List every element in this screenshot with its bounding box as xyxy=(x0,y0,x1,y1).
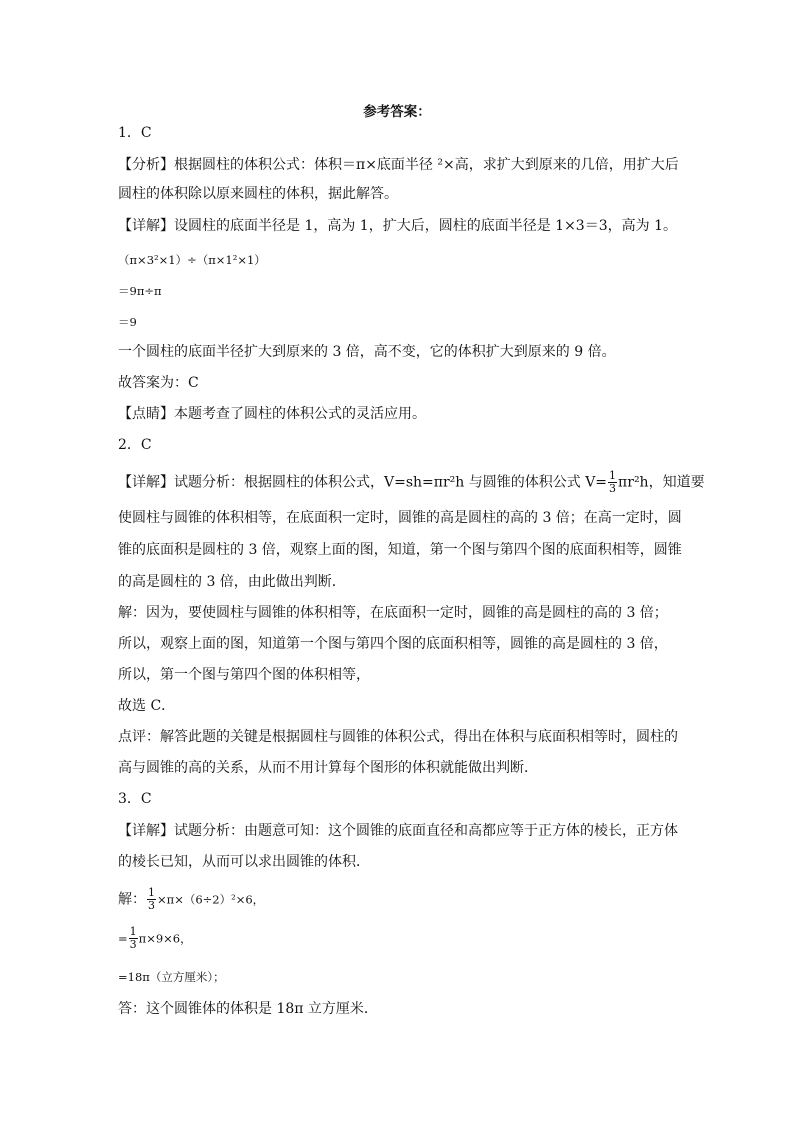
q2-detail-line-2: 使圆柱与圆锥的体积相等，在底面积一定时，圆锥的高是圆柱的高的 3 倍；在高一定时，圆 xyxy=(118,510,682,526)
q3-final-answer: 答：这个圆锥体的体积是 18π 立方厘米． xyxy=(118,1001,378,1017)
fraction-denominator: 3 xyxy=(609,482,617,495)
fraction-numerator: 1 xyxy=(609,469,617,482)
q1-analysis-line-1: 【分析】根据圆柱的体积公式：体积＝π×底面半径 ²×高，求扩大到原来的几倍，用扩大后 xyxy=(118,157,679,173)
q2-detail-line-1 xyxy=(118,470,705,495)
fraction-numerator: 1 xyxy=(129,925,137,938)
one-third-fraction xyxy=(147,887,156,912)
q1-answer: 故答案为：C xyxy=(118,375,199,391)
q2-detail-text-a: 【详解】试题分析：根据圆柱的体积公式，V=sh=πr²h 与圆锥的体积公式 V= xyxy=(118,474,608,491)
q1-calc-line-1: （π×3²×1）÷（π×1²×1） xyxy=(118,253,266,267)
q2-review-line-1: 点评：解答此题的关键是根据圆柱与圆锥的体积公式，得出在体积与底面积相等时，圆柱的 xyxy=(118,729,678,745)
page-title: 参考答案： xyxy=(363,104,431,120)
q3-step2-expression: π×9×6， xyxy=(138,931,192,946)
q1-number: 1．C xyxy=(118,125,152,141)
q3-solution-line-1 xyxy=(118,887,264,912)
q2-detail-text-b: πr²h，知道要 xyxy=(618,474,705,491)
q3-step2-prefix: = xyxy=(118,931,128,946)
q3-detail-line-1: 【详解】试题分析：由题意可知：这个圆锥的底面直径和高都应等于正方体的棱长，正方体 xyxy=(118,823,678,839)
q1-calc-line-2: ＝9π÷π xyxy=(118,284,162,298)
q3-solution-line-2 xyxy=(118,926,192,951)
one-third-fraction xyxy=(608,470,617,495)
q1-analysis-line-2: 圆柱的体积除以原来圆柱的体积，据此解答。 xyxy=(118,186,398,202)
q2-answer: 故选 C． xyxy=(118,698,176,714)
q1-conclusion: 一个圆柱的底面半径扩大到原来的 3 倍，高不变，它的体积扩大到原来的 9 倍。 xyxy=(118,344,616,360)
q2-detail-line-3: 锥的底面积是圆柱的 3 倍，观察上面的图，知道，第一个图与第四个图的底面积相等，圆锥 xyxy=(118,542,682,558)
q2-number: 2．C xyxy=(118,437,152,453)
q2-solution-line-1: 解：因为，要使圆柱与圆锥的体积相等，在底面积一定时，圆锥的高是圆柱的高的 3 倍； xyxy=(118,605,668,621)
q3-solution-expression: ×π×（6÷2）²×6， xyxy=(157,892,265,907)
q1-comment: 【点睛】本题考查了圆柱的体积公式的灵活应用。 xyxy=(118,406,426,422)
fraction-numerator: 1 xyxy=(148,886,155,899)
q2-review-line-2: 高与圆锥的高的关系，从而不用计算每个图形的体积就能做出判断． xyxy=(118,760,538,776)
one-third-fraction xyxy=(129,926,138,951)
q1-calc-line-3: ＝9 xyxy=(118,315,137,329)
q3-number: 3．C xyxy=(118,791,152,807)
q2-solution-line-3: 所以，第一个图与第四个图的体积相等， xyxy=(118,667,370,683)
q2-solution-line-2: 所以，观察上面的图，知道第一个图与第四个图的底面积相等，圆锥的高是圆柱的 3 倍， xyxy=(118,636,668,652)
fraction-denominator: 3 xyxy=(129,938,137,951)
q2-detail-line-4: 的高是圆柱的 3 倍，由此做出判断． xyxy=(118,574,346,590)
q1-detail-line-1: 【详解】设圆柱的底面半径是 1，高为 1，扩大后，圆柱的底面半径是 1×3＝3，高为 1。 xyxy=(118,218,677,234)
q3-solution-prefix: 解： xyxy=(118,891,146,908)
q3-solution-line-3 xyxy=(118,968,225,986)
q3-detail-line-2: 的棱长已知，从而可以求出圆锥的体积． xyxy=(118,854,370,870)
q3-step3-expression: =18π（立方厘米）； xyxy=(118,970,225,984)
fraction-denominator: 3 xyxy=(148,899,155,912)
